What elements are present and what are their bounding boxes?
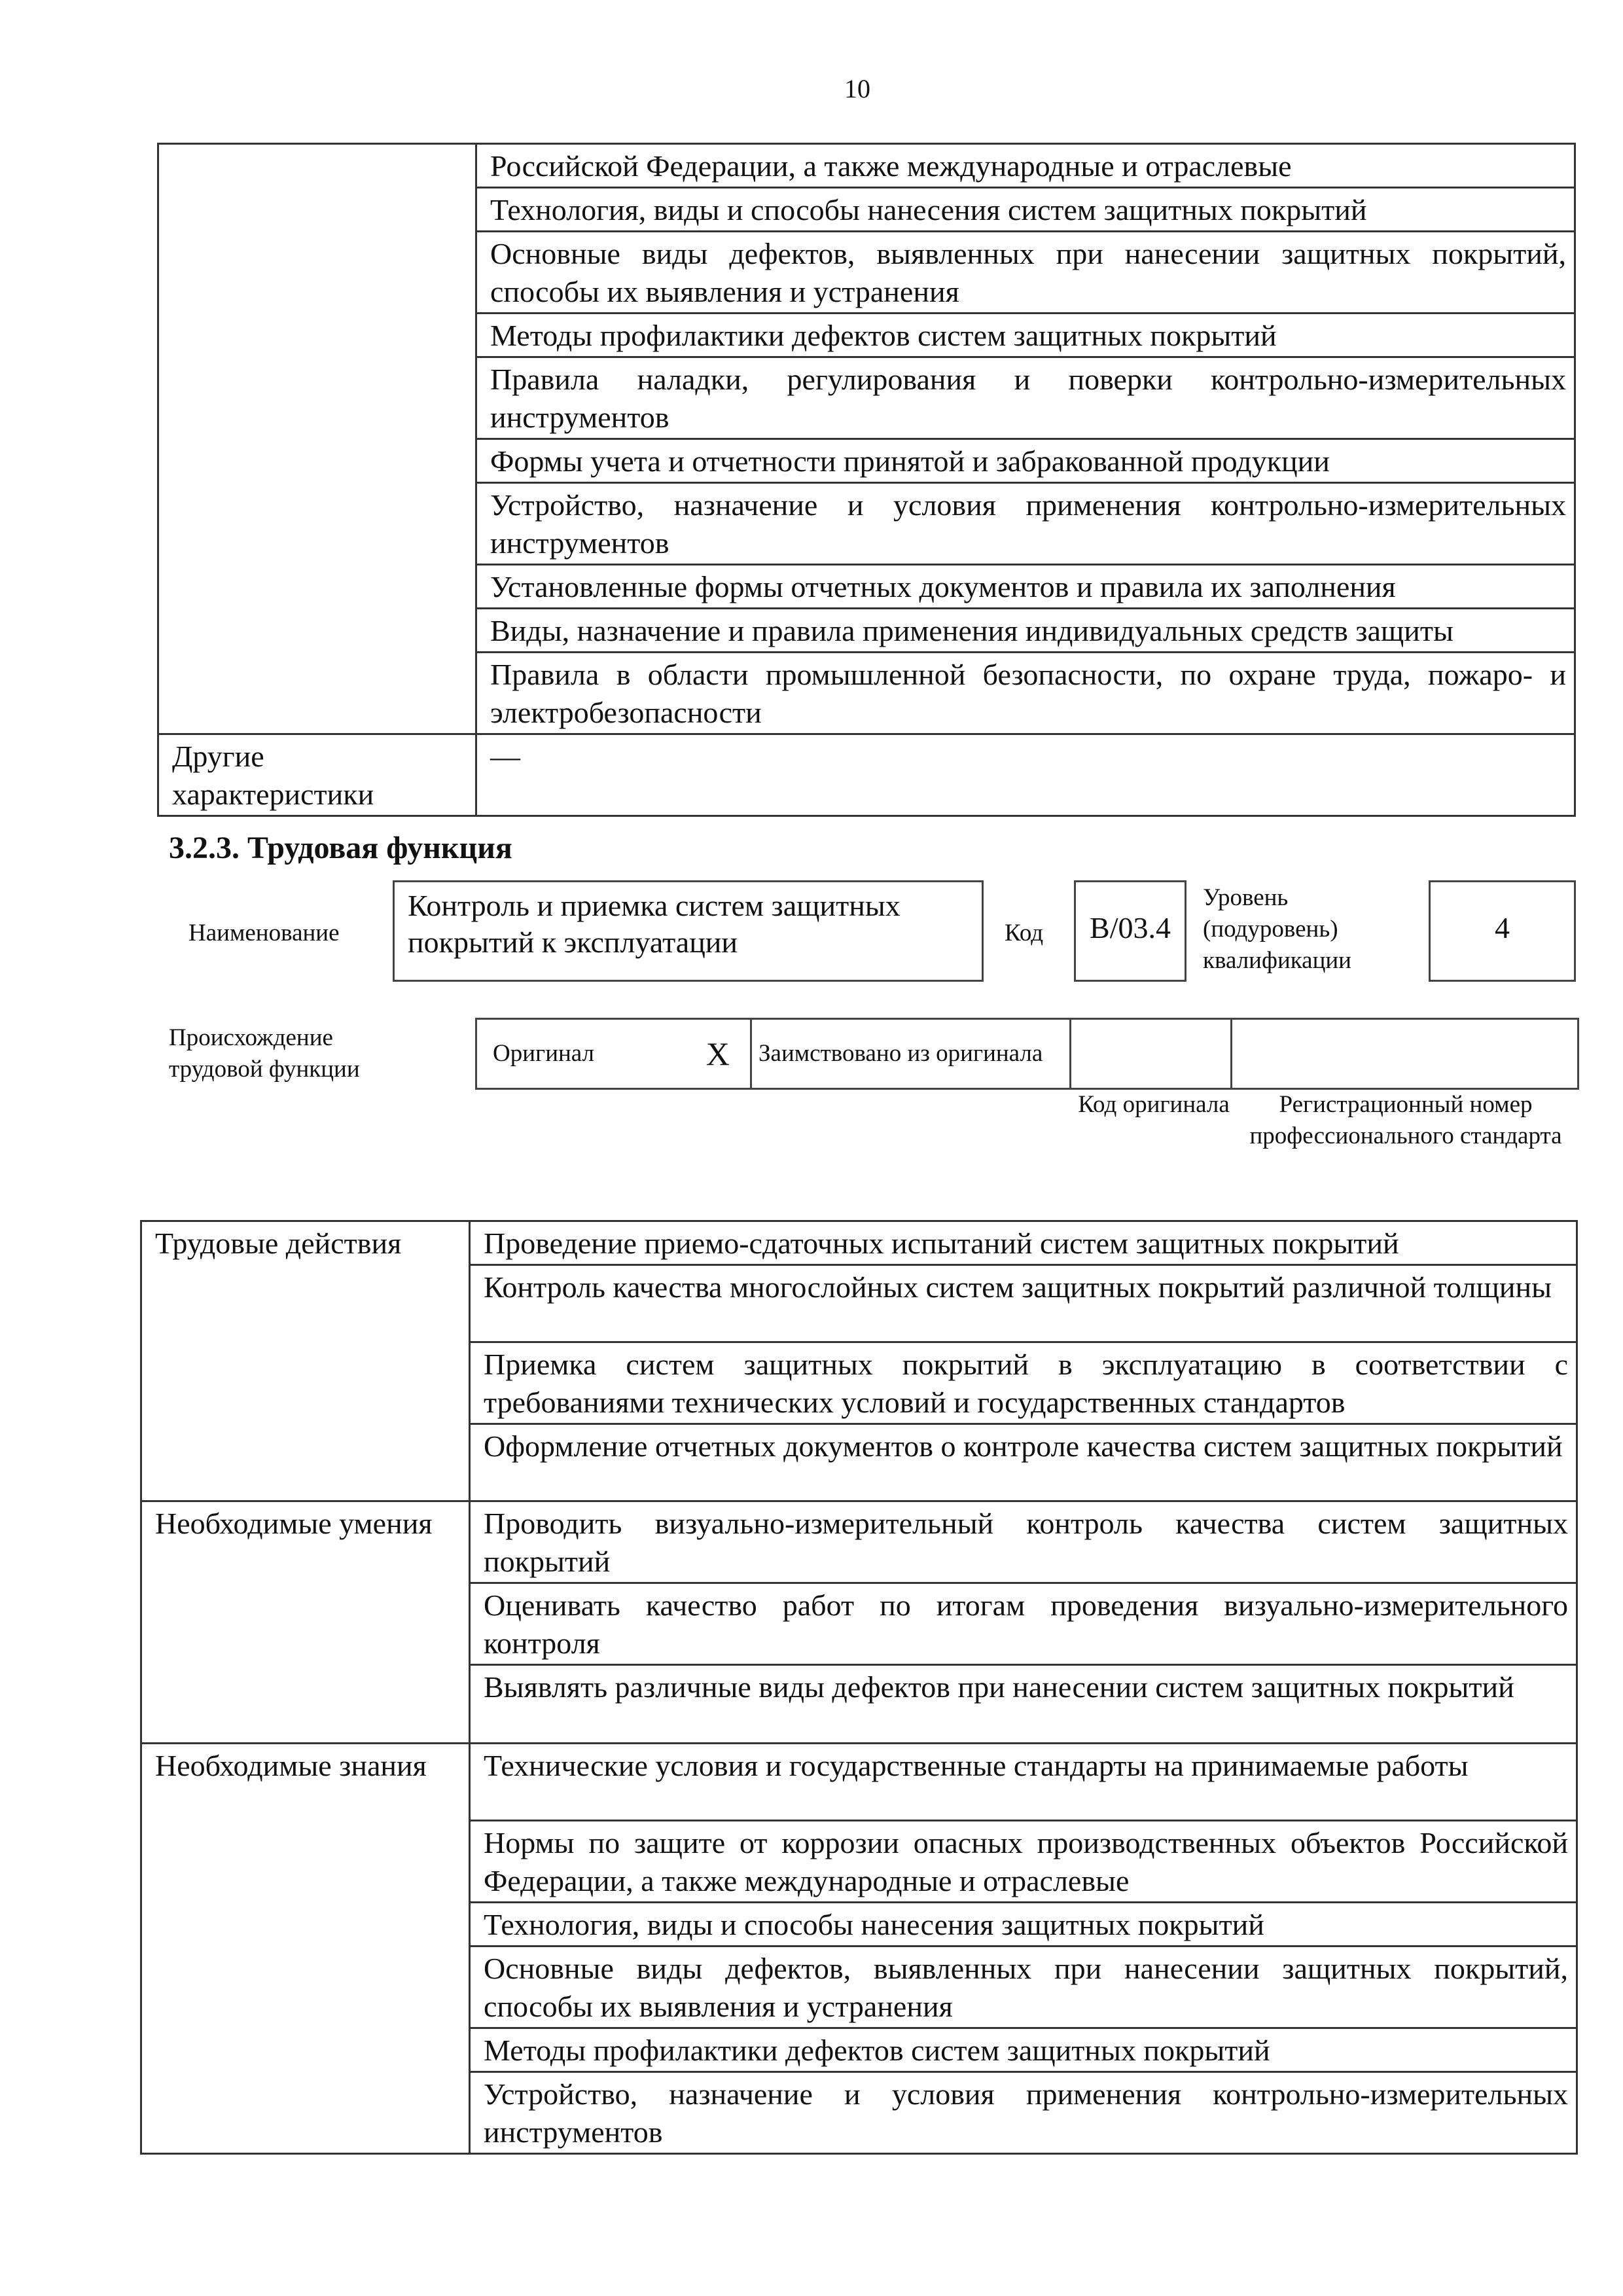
table-row: Установленные формы отчетных документов и правила их заполнения: [476, 565, 1575, 609]
table-row: Российской Федерации, а также международные и отраслевые: [476, 144, 1575, 188]
other-characteristics-label: Другие характеристики: [158, 734, 476, 816]
table-row: Нормы по защите от коррозии опасных производственных объектов Российской Федерации, а также международные и отраслевые: [470, 1821, 1577, 1903]
table-row: Проводить визуально-измерительный контроль качества систем защитных покрытий: [470, 1501, 1577, 1583]
table-row: Виды, назначение и правила применения индивидуальных средств защиты: [476, 609, 1575, 653]
table-row: Оформление отчетных документов о контроле качества систем защитных покрытий: [470, 1424, 1577, 1501]
level-value: 4: [1495, 911, 1510, 944]
code-label: Код: [1005, 920, 1044, 946]
table-row: Устройство, назначение и условия применения контрольно-измерительных инструментов: [470, 2072, 1577, 2154]
reg-number-cell: [1232, 1019, 1578, 1089]
level-box: [1429, 880, 1576, 982]
other-characteristics-value: —: [476, 734, 1575, 816]
code-box: [1074, 880, 1186, 982]
required-skills-label: Необходимые умения: [141, 1501, 470, 1744]
table-row: Технология, виды и способы нанесения защитных покрытий: [470, 1903, 1577, 1946]
table-row: Основные виды дефектов, выявленных при нанесении защитных покрытий, способы их выявления и устранения: [476, 232, 1575, 314]
table-row: Методы профилактики дефектов систем защитных покрытий: [476, 314, 1575, 357]
label-cell-empty: [158, 144, 476, 734]
name-label: Наименование: [188, 920, 340, 946]
table-row: Оценивать качество работ по итогам проведения визуально-измерительного контроля: [470, 1583, 1577, 1665]
table-row: Контроль качества многослойных систем защитных покрытий различной толщины: [470, 1265, 1577, 1342]
original-mark: X: [686, 1019, 751, 1089]
origin-label: Происхождение трудовой функции: [169, 1024, 360, 1083]
code-value: B/03.4: [1090, 911, 1171, 944]
required-knowledge-label: Необходимые знания: [141, 1744, 470, 2154]
section-title: 3.2.3. Трудовая функция: [169, 831, 512, 865]
reg-number-caption: Регистрационный номер профессионального стандарта: [1249, 1091, 1562, 1149]
table-row: Правила наладки, регулирования и поверки контрольно-измерительных инструментов: [476, 357, 1575, 439]
table-row: Выявлять различные виды дефектов при нанесении систем защитных покрытий: [470, 1665, 1577, 1744]
code-original-cell: [1071, 1019, 1232, 1089]
table-row: Формы учета и отчетности принятой и забракованной продукции: [476, 439, 1575, 483]
knowledge-table-continued: [157, 143, 1576, 817]
borrowed-label: Заимствовано из оригинала: [751, 1019, 1071, 1089]
origin-table: [475, 1018, 1579, 1090]
labor-function-table: [140, 1220, 1578, 2155]
code-original-caption: Код оригинала: [1078, 1091, 1230, 1118]
labor-actions-label: Трудовые действия: [141, 1221, 470, 1501]
table-row: Устройство, назначение и условия применения контрольно-измерительных инструментов: [476, 483, 1575, 565]
table-row: Приемка систем защитных покрытий в эксплуатацию в соответствии с требованиями технических условий и государственных стандартов: [470, 1342, 1577, 1424]
table-row: Методы профилактики дефектов систем защитных покрытий: [470, 2028, 1577, 2072]
original-label: Оригинал: [476, 1019, 686, 1089]
table-row: Основные виды дефектов, выявленных при нанесении защитных покрытий, способы их выявления и устранения: [470, 1946, 1577, 2028]
page-number: 10: [844, 74, 870, 103]
table-row: Правила в области промышленной безопасности, по охране труда, пожаро- и электробезопасности: [476, 653, 1575, 734]
function-name-value: Контроль и приемка систем защитных покрытий к эксплуатации: [408, 889, 901, 959]
table-row: Технология, виды и способы нанесения систем защитных покрытий: [476, 188, 1575, 232]
function-name-box: [393, 880, 984, 982]
table-row: Проведение приемо-сдаточных испытаний систем защитных покрытий: [470, 1221, 1577, 1265]
table-row: Технические условия и государственные стандарты на принимаемые работы: [470, 1744, 1577, 1821]
level-label: Уровень (подуровень) квалификации: [1203, 884, 1351, 974]
